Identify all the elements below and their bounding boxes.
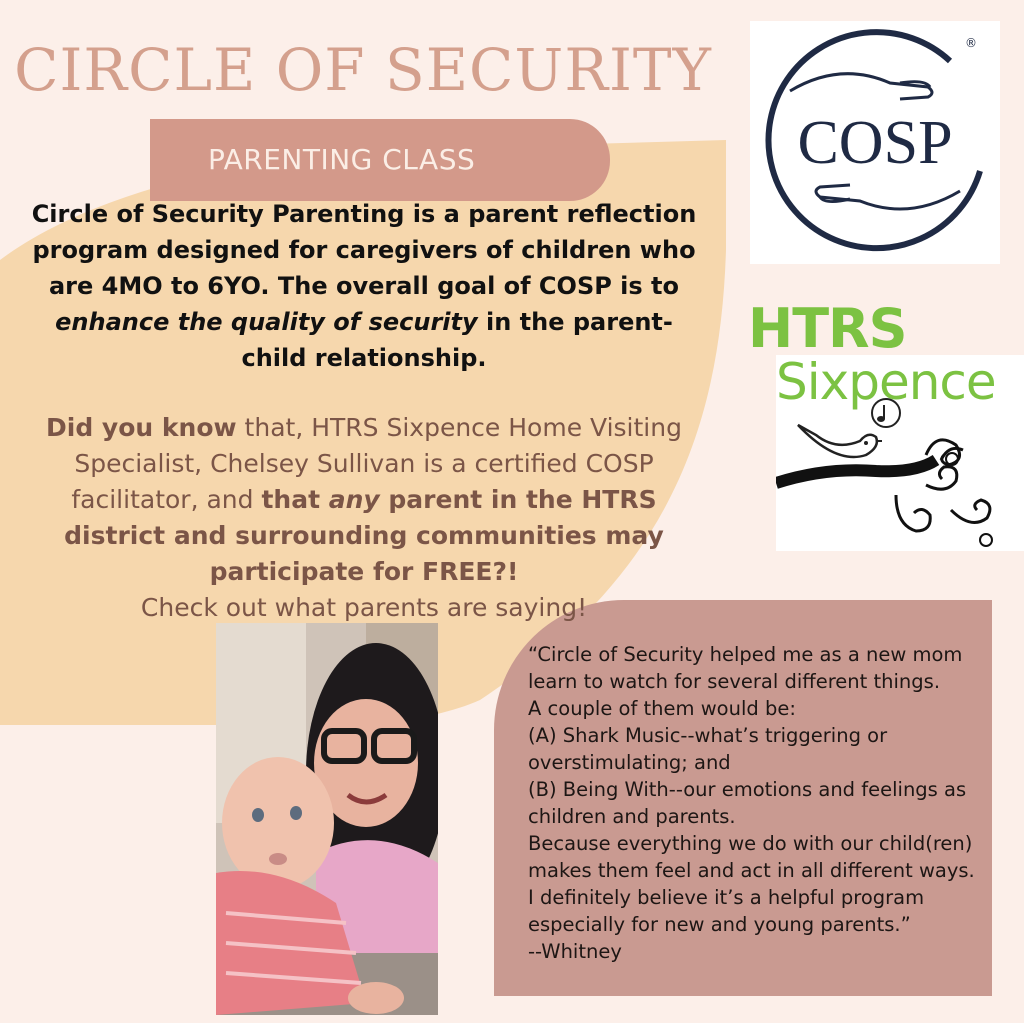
cosp-logo xyxy=(750,21,1000,264)
quote-line: (A) Shark Music--what’s triggering or xyxy=(528,724,888,747)
subtitle-banner xyxy=(150,119,610,201)
photo-illustration xyxy=(216,623,438,1015)
cosp-logo-graphic xyxy=(750,21,1000,264)
htrs-logo-text: HTRS xyxy=(748,297,907,360)
registered-mark: ® xyxy=(965,36,977,50)
quote-line: makes them feel and act in all different ways. xyxy=(528,859,975,882)
quote-line: learn to watch for several different things. xyxy=(528,670,941,693)
intro-part2: in the parent-child relationship. xyxy=(241,308,673,372)
parent-child-photo xyxy=(216,623,438,1015)
sixpence-logo-text: Sixpence xyxy=(776,353,996,411)
did-you-know-bold1: that xyxy=(261,485,329,514)
quote-line: Because everything we do with our child(ren) xyxy=(528,832,973,855)
did-you-know-italic: any xyxy=(328,485,380,514)
cosp-logo-text: COSP xyxy=(797,109,953,177)
intro-part1: Circle of Security Parenting is a parent reflection program designed for caregivers of children who are 4MO to 6YO. The overall goal of COSP is to xyxy=(31,200,697,300)
testimonial-quote xyxy=(528,641,978,965)
did-you-know-text: that, HTRS Sixpence Home Visiting Specialist, Chelsey Sullivan is a certified COSP facilitator, and xyxy=(71,413,682,514)
did-you-know-paragraph xyxy=(28,410,700,626)
quote-line: I definitely believe it’s a helpful program xyxy=(528,886,925,909)
quote-line: A couple of them would be: xyxy=(528,697,796,720)
check-out-text: Check out what parents are saying! xyxy=(140,593,588,622)
quote-author: --Whitney xyxy=(528,940,622,963)
did-you-know-lead: Did you know xyxy=(46,413,237,442)
did-you-know-bold2: parent in the HTRS district and surrounding communities may participate for FREE?! xyxy=(64,485,664,586)
intro-paragraph xyxy=(30,196,698,376)
page-title: CIRCLE OF SECURITY xyxy=(14,36,712,104)
subtitle-text: PARENTING CLASS xyxy=(208,143,476,176)
quote-line: (B) Being With--our emotions and feelings as xyxy=(528,778,967,801)
quote-line: “Circle of Security helped me as a new mom xyxy=(528,643,963,666)
intro-emphasis: enhance the quality of security xyxy=(55,308,478,336)
quote-line: especially for new and young parents.” xyxy=(528,913,911,936)
quote-line: children and parents. xyxy=(528,805,736,828)
quote-line: overstimulating; and xyxy=(528,751,731,774)
